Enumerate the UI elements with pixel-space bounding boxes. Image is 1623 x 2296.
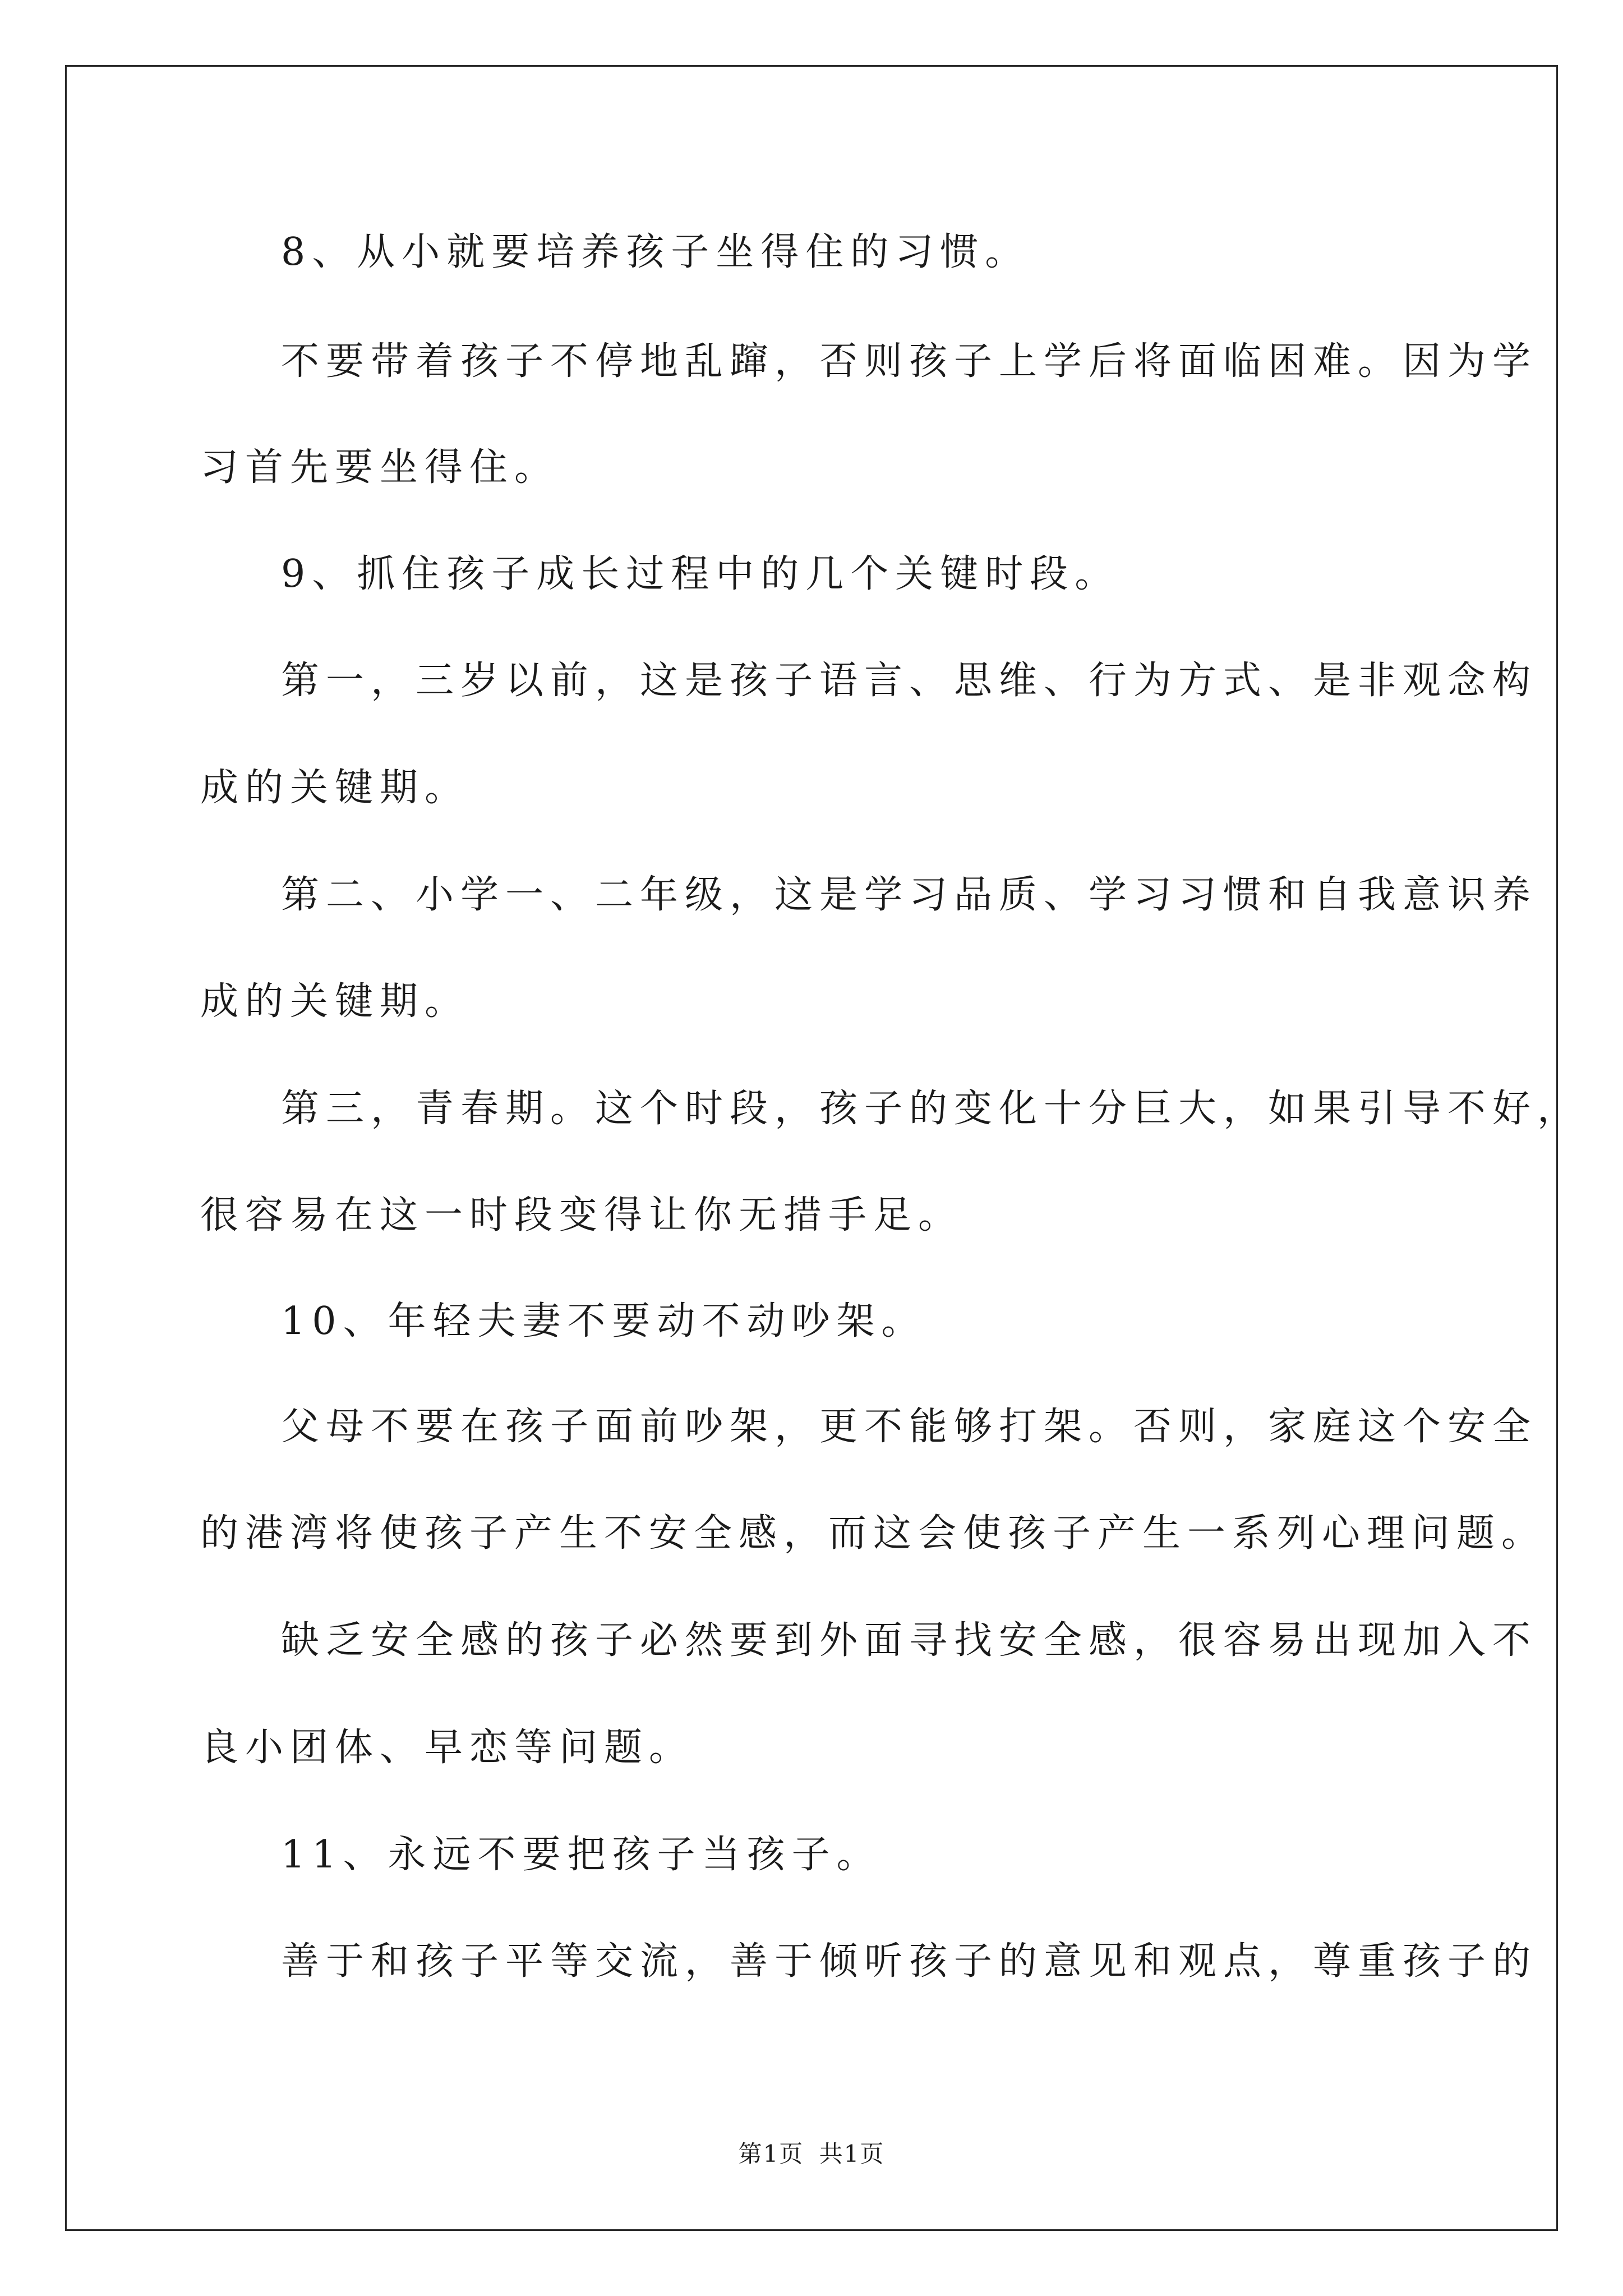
heading-item-10: 10、年轻夫妻不要动不动吵架。 bbox=[281, 1299, 926, 1343]
page-number: 第1页 bbox=[738, 2140, 804, 2168]
heading-item-8: 8、从小就要培养孩子坐得住的习惯。 bbox=[281, 230, 1030, 274]
paragraph-line: 成的关键期。 bbox=[200, 979, 470, 1024]
paragraph-line: 不要带着孩子不停地乱蹿，否则孩子上学后将面临困难。因为学 bbox=[281, 339, 1538, 384]
page-border bbox=[65, 65, 1558, 2231]
paragraph-line: 的港湾将使孩子产生不安全感，而这会使孩子产生一系列心理问题。 bbox=[200, 1511, 1547, 1556]
heading-item-9: 9、抓住孩子成长过程中的几个关键时段。 bbox=[281, 552, 1120, 596]
paragraph-line: 缺乏安全感的孩子必然要到外面寻找安全感，很容易出现加入不 bbox=[281, 1618, 1538, 1663]
paragraph-line: 很容易在这一时段变得让你无措手足。 bbox=[200, 1193, 963, 1237]
page-total: 共1页 bbox=[819, 2140, 885, 2168]
paragraph-line: 第一，三岁以前，这是孩子语言、思维、行为方式、是非观念构 bbox=[281, 659, 1538, 703]
paragraph-line: 成的关键期。 bbox=[200, 766, 470, 810]
paragraph-line: 父母不要在孩子面前吵架，更不能够打架。否则，家庭这个安全 bbox=[281, 1405, 1538, 1449]
paragraph-line: 善于和孩子平等交流，善于倾听孩子的意见和观点，尊重孩子的 bbox=[281, 1939, 1538, 1984]
page-footer bbox=[0, 2142, 1623, 2166]
paragraph-line: 第三，青春期。这个时段，孩子的变化十分巨大，如果引导不好， bbox=[281, 1087, 1583, 1131]
paragraph-line: 习首先要坐得住。 bbox=[200, 445, 560, 490]
heading-item-11: 11、永远不要把孩子当孩子。 bbox=[281, 1833, 882, 1877]
paragraph-line: 第二、小学一、二年级，这是学习品质、学习习惯和自我意识养 bbox=[281, 873, 1538, 917]
paragraph-line: 良小团体、早恋等问题。 bbox=[200, 1726, 694, 1770]
